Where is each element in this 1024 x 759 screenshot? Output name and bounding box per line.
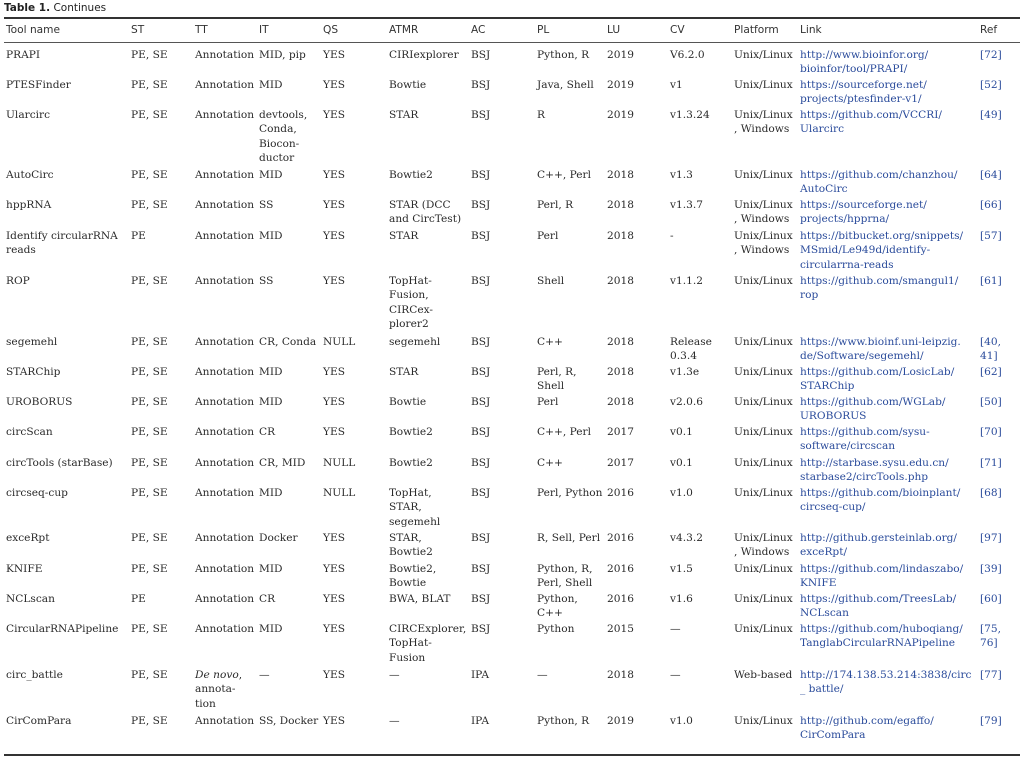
cell-tool-name: AutoCirc <box>6 168 54 181</box>
cell-cv: v1.6 <box>670 592 693 605</box>
cell-atmr: CIRCExplorer, TopHat-Fusion <box>389 622 467 664</box>
column-header-tool-name: Tool name <box>6 24 60 36</box>
cell-link[interactable]: http://174.138.53.214:3838/circ_ battle/ <box>800 668 972 695</box>
cell-it: SS, Docker <box>259 714 319 727</box>
cell-it: Docker <box>259 531 298 544</box>
cell-tt: Annotation <box>195 198 255 211</box>
cell-ref: [60] <box>980 592 1002 605</box>
cell-tool-name: PRAPI <box>6 48 41 61</box>
cell-link[interactable]: https://sourceforge.net/ projects/hpprna/ <box>800 198 927 225</box>
cell-pl: R, Sell, Perl <box>537 531 601 544</box>
cell-lu: 2019 <box>607 714 634 727</box>
table-row <box>4 485 1020 530</box>
cell-pl: Perl, Python <box>537 486 603 499</box>
cell-tool-name: circScan <box>6 425 53 438</box>
cell-platform: Unix/Linux <box>734 274 793 287</box>
cell-atmr: Bowtie <box>389 78 427 91</box>
cell-platform: Unix/Linux <box>734 592 793 605</box>
cell-link[interactable]: https://github.com/TreesLab/ NCLscan <box>800 592 957 619</box>
cell-lu: 2017 <box>607 456 634 469</box>
cell-it: MID <box>259 365 283 378</box>
cell-atmr: CIRIexplorer <box>389 48 459 61</box>
cell-lu: 2016 <box>607 486 634 499</box>
cell-st: PE, SE <box>131 668 168 681</box>
column-header-it: IT <box>259 24 269 36</box>
cell-atmr: — <box>389 714 400 727</box>
cell-tool-name: ROP <box>6 274 30 287</box>
cell-qs: YES <box>323 168 345 181</box>
cell-atmr: Bowtie2 <box>389 456 433 469</box>
cell-tt: Annotation <box>195 425 255 438</box>
cell-cv: v0.1 <box>670 425 693 438</box>
cell-link[interactable]: http://www.bioinfor.org/ bioinfor/tool/PRAPI/ <box>800 48 929 75</box>
cell-atmr: segemehl <box>389 335 441 348</box>
table-row <box>4 621 1020 667</box>
cell-st: PE, SE <box>131 456 168 469</box>
column-header-ref: Ref <box>980 24 998 36</box>
cell-link[interactable]: http://github.gersteinlab.org/ exceRpt/ <box>800 531 957 558</box>
cell-lu: 2018 <box>607 168 634 181</box>
cell-st: PE, SE <box>131 562 168 575</box>
cell-qs: NULL <box>323 456 356 469</box>
cell-it: CR, Conda <box>259 335 317 348</box>
cell-it: CR <box>259 592 276 605</box>
cell-link[interactable]: https://github.com/sysu-software/circscan <box>800 425 930 452</box>
cell-ref: [57] <box>980 229 1002 242</box>
cell-tt: Annotation <box>195 562 255 575</box>
cell-tool-name: NCLscan <box>6 592 55 605</box>
cell-cv: V6.2.0 <box>670 48 705 61</box>
table-row <box>4 107 1020 167</box>
italic-term: De novo <box>195 668 239 681</box>
cell-ac: IPA <box>471 668 489 681</box>
cell-pl: Python <box>537 622 575 635</box>
table-row <box>4 591 1020 621</box>
cell-platform: Unix/Linux <box>734 486 793 499</box>
cell-pl: C++, Perl <box>537 168 591 181</box>
cell-link[interactable]: https://bitbucket.org/snippets/ MSmid/Le949d/identify-circularrna-reads <box>800 229 964 271</box>
table-row <box>4 334 1020 364</box>
cell-tool-name: circTools (starBase) <box>6 456 113 469</box>
cell-tt: Annotation <box>195 456 255 469</box>
cell-link[interactable]: https://github.com/chanzhou/ AutoCirc <box>800 168 958 195</box>
cell-lu: 2018 <box>607 274 634 287</box>
cell-platform: Unix/Linux <box>734 395 793 408</box>
cell-ref: [62] <box>980 365 1002 378</box>
cell-tool-name: UROBORUS <box>6 395 73 408</box>
cell-cv: v1.3.7 <box>670 198 703 211</box>
column-header-tt: TT <box>195 24 208 36</box>
cell-cv: v1 <box>670 78 683 91</box>
cell-platform: Web-based <box>734 668 793 681</box>
cell-pl: C++, Perl <box>537 425 591 438</box>
cell-st: PE <box>131 229 146 242</box>
cell-tool-name: KNIFE <box>6 562 43 575</box>
table-row <box>4 273 1020 334</box>
cell-link[interactable]: https://github.com/smangul1/ rop <box>800 274 959 301</box>
cell-atmr: Bowtie2 <box>389 168 433 181</box>
cell-link[interactable]: https://github.com/bioinplant/ circseq-cup/ <box>800 486 961 513</box>
cell-st: PE, SE <box>131 48 168 61</box>
cell-ref: [97] <box>980 531 1002 544</box>
cell-ref: [64] <box>980 168 1002 181</box>
table-body <box>4 42 1020 747</box>
cell-it: MID, pip <box>259 48 306 61</box>
cell-ac: BSJ <box>471 622 491 635</box>
cell-it: MID <box>259 78 283 91</box>
cell-atmr: TopHat, STAR, segemehl <box>389 486 441 528</box>
cell-atmr: STAR <box>389 108 419 121</box>
cell-tool-name: circseq-cup <box>6 486 68 499</box>
cell-tool-name: CircularRNAPipeline <box>6 622 119 635</box>
cell-it: MID <box>259 229 283 242</box>
cell-pl: Java, Shell <box>537 78 594 91</box>
cell-link[interactable]: https://github.com/WGLab/ UROBORUS <box>800 395 946 422</box>
table-row <box>4 42 1020 77</box>
table-row <box>4 424 1020 455</box>
cell-link[interactable]: http://starbase.sysu.edu.cn/ starbase2/circTools.php <box>800 456 949 483</box>
cell-cv: v1.3e <box>670 365 700 378</box>
cell-tool-name: exceRpt <box>6 531 50 544</box>
cell-lu: 2018 <box>607 335 634 348</box>
cell-tt: Annotation <box>195 335 255 348</box>
cell-ref: [72] <box>980 48 1002 61</box>
column-header-lu: LU <box>607 24 621 36</box>
cell-atmr: STAR <box>389 229 419 242</box>
cell-pl: R <box>537 108 545 121</box>
cell-ac: BSJ <box>471 198 491 211</box>
cell-qs: YES <box>323 562 345 575</box>
cell-platform: Unix/Linux <box>734 714 793 727</box>
cell-lu: 2016 <box>607 592 634 605</box>
cell-qs: YES <box>323 229 345 242</box>
cell-tt: Annotation <box>195 592 255 605</box>
table-row <box>4 455 1020 485</box>
cell-link[interactable]: https://github.com/VCCRI/ Ularcirc <box>800 108 943 135</box>
cell-st: PE, SE <box>131 486 168 499</box>
top-rule <box>4 17 1020 19</box>
cell-platform: Unix/Linux <box>734 562 793 575</box>
cell-qs: YES <box>323 592 345 605</box>
cell-tt: Annotation <box>195 365 255 378</box>
table-row <box>4 228 1020 273</box>
cell-cv: v1.3.24 <box>670 108 710 121</box>
cell-tool-name: circ_battle <box>6 668 63 681</box>
cell-st: PE, SE <box>131 168 168 181</box>
cell-ac: BSJ <box>471 229 491 242</box>
cell-st: PE, SE <box>131 622 168 635</box>
cell-ref: [49] <box>980 108 1002 121</box>
cell-tool-name: PTESFinder <box>6 78 71 91</box>
cell-tool-name: Identify circularRNA reads <box>6 229 118 256</box>
cell-it: MID <box>259 622 283 635</box>
cell-tt: De novo, annota-tion <box>195 668 243 710</box>
cell-it: SS <box>259 274 274 287</box>
table-caption-text: Continues <box>53 2 107 14</box>
table-row <box>4 561 1020 591</box>
cell-qs: NULL <box>323 335 356 348</box>
cell-pl: — <box>537 668 548 681</box>
cell-platform: Unix/Linux <box>734 425 793 438</box>
cell-pl: C++ <box>537 456 563 469</box>
cell-ref: [71] <box>980 456 1002 469</box>
cell-lu: 2016 <box>607 562 634 575</box>
cell-ref: [75, 76] <box>980 622 1001 649</box>
cell-ac: BSJ <box>471 486 491 499</box>
cell-qs: YES <box>323 274 345 287</box>
table-caption-label: Table 1. <box>4 2 51 14</box>
cell-ac: BSJ <box>471 425 491 438</box>
cell-platform: Unix/Linux <box>734 168 793 181</box>
cell-lu: 2019 <box>607 78 634 91</box>
cell-tool-name: STARChip <box>6 365 61 378</box>
cell-platform: Unix/Linux <box>734 622 793 635</box>
cell-cv: - <box>670 229 674 242</box>
cell-atmr: BWA, BLAT <box>389 592 451 605</box>
cell-lu: 2018 <box>607 395 634 408</box>
cell-atmr: STAR (DCC and CircTest) <box>389 198 462 225</box>
cell-ac: BSJ <box>471 335 491 348</box>
cell-platform: Unix/Linux, Windows <box>734 198 793 225</box>
cell-platform: Unix/Linux, Windows <box>734 108 793 135</box>
cell-ref: [68] <box>980 486 1002 499</box>
column-header-link: Link <box>800 24 822 36</box>
cell-pl: Perl, R, Shell <box>537 365 577 392</box>
table-row <box>4 667 1020 713</box>
cell-platform: Unix/Linux, Windows <box>734 531 793 558</box>
cell-link[interactable]: https://github.com/huboqiang/ TanglabCircularRNAPipeline <box>800 622 963 649</box>
cell-qs: YES <box>323 714 345 727</box>
cell-atmr: STAR <box>389 365 419 378</box>
cell-tt: Annotation <box>195 486 255 499</box>
cell-ac: BSJ <box>471 395 491 408</box>
cell-qs: YES <box>323 365 345 378</box>
cell-tool-name: hppRNA <box>6 198 52 211</box>
cell-lu: 2015 <box>607 622 634 635</box>
cell-ac: BSJ <box>471 592 491 605</box>
cell-ac: BSJ <box>471 562 491 575</box>
cell-pl: Python, R <box>537 714 590 727</box>
cell-ac: BSJ <box>471 365 491 378</box>
cell-cv: — <box>670 622 681 635</box>
cell-atmr: TopHat-Fusion, CIRCex-plorer2 <box>389 274 434 330</box>
cell-ac: BSJ <box>471 274 491 287</box>
cell-ac: IPA <box>471 714 489 727</box>
table-row <box>4 530 1020 561</box>
cell-cv: v1.3 <box>670 168 693 181</box>
cell-cv: v1.0 <box>670 486 693 499</box>
cell-st: PE, SE <box>131 425 168 438</box>
cell-ref: [39] <box>980 562 1002 575</box>
table-row <box>4 167 1020 197</box>
cell-ac: BSJ <box>471 168 491 181</box>
cell-tt: Annotation <box>195 78 255 91</box>
cell-ref: [77] <box>980 668 1002 681</box>
cell-cv: v1.1.2 <box>670 274 703 287</box>
cell-link[interactable]: https://sourceforge.net/ projects/ptesfinder-v1/ <box>800 78 927 105</box>
table-header-row <box>4 20 1020 42</box>
cell-pl: C++ <box>537 335 563 348</box>
cell-ref: [50] <box>980 395 1002 408</box>
cell-st: PE, SE <box>131 108 168 121</box>
cell-st: PE, SE <box>131 198 168 211</box>
cell-qs: YES <box>323 198 345 211</box>
table-row <box>4 77 1020 107</box>
column-header-ac: AC <box>471 24 486 36</box>
cell-st: PE, SE <box>131 78 168 91</box>
column-header-pl: PL <box>537 24 550 36</box>
cell-pl: Python, R <box>537 48 590 61</box>
cell-ref: [66] <box>980 198 1002 211</box>
cell-pl: Python, C++ <box>537 592 578 619</box>
cell-tt: Annotation <box>195 48 255 61</box>
cell-st: PE, SE <box>131 395 168 408</box>
cell-platform: Unix/Linux <box>734 365 793 378</box>
cell-it: CR <box>259 425 276 438</box>
cell-ref: [40, 41] <box>980 335 1001 362</box>
cell-tt: Annotation <box>195 229 255 242</box>
cell-lu: 2016 <box>607 531 634 544</box>
cell-cv: Release 0.3.4 <box>670 335 712 362</box>
cell-st: PE, SE <box>131 531 168 544</box>
column-header-platform: Platform <box>734 24 779 36</box>
cell-ref: [52] <box>980 78 1002 91</box>
cell-ac: BSJ <box>471 48 491 61</box>
cell-atmr: Bowtie2, Bowtie <box>389 562 437 589</box>
cell-ref: [61] <box>980 274 1002 287</box>
cell-it: devtools, Conda, Biocon-ductor <box>259 108 308 164</box>
cell-it: SS <box>259 198 274 211</box>
cell-qs: YES <box>323 425 345 438</box>
cell-link[interactable]: http://github.com/egaffo/ CirComPara <box>800 714 934 741</box>
cell-qs: YES <box>323 622 345 635</box>
cell-tool-name: segemehl <box>6 335 58 348</box>
cell-tt: Annotation <box>195 274 255 287</box>
cell-lu: 2017 <box>607 425 634 438</box>
cell-it: MID <box>259 486 283 499</box>
cell-lu: 2018 <box>607 365 634 378</box>
cell-platform: Unix/Linux <box>734 335 793 348</box>
cell-link[interactable]: https://www.bioinf.uni-leipzig. de/Software/segemehl/ <box>800 335 961 362</box>
cell-ac: BSJ <box>471 78 491 91</box>
column-header-atmr: ATMR <box>389 24 419 36</box>
cell-pl: Perl <box>537 395 559 408</box>
column-header-st: ST <box>131 24 145 36</box>
cell-pl: Perl <box>537 229 559 242</box>
column-header-qs: QS <box>323 24 339 36</box>
cell-qs: YES <box>323 395 345 408</box>
cell-tt: Annotation <box>195 168 255 181</box>
tools-table <box>4 20 1020 747</box>
cell-tt: Annotation <box>195 531 255 544</box>
cell-cv: v1.5 <box>670 562 693 575</box>
cell-atmr: Bowtie <box>389 395 427 408</box>
cell-tt: Annotation <box>195 622 255 635</box>
cell-ac: BSJ <box>471 456 491 469</box>
cell-qs: YES <box>323 531 345 544</box>
cell-ac: BSJ <box>471 531 491 544</box>
cell-ref: [79] <box>980 714 1002 727</box>
cell-tool-name: CirComPara <box>6 714 72 727</box>
table-caption <box>4 2 106 14</box>
cell-lu: 2018 <box>607 668 634 681</box>
cell-link[interactable]: https://github.com/lindaszabo/ KNIFE <box>800 562 964 589</box>
cell-cv: v0.1 <box>670 456 693 469</box>
cell-it: MID <box>259 395 283 408</box>
cell-lu: 2019 <box>607 108 634 121</box>
cell-cv: v1.0 <box>670 714 693 727</box>
cell-tt: Annotation <box>195 395 255 408</box>
cell-platform: Unix/Linux, Windows <box>734 229 793 256</box>
cell-tool-name: Ularcirc <box>6 108 51 121</box>
cell-link[interactable]: https://github.com/LosicLab/ STARChip <box>800 365 955 392</box>
cell-pl: Shell <box>537 274 565 287</box>
cell-it: — <box>259 668 270 681</box>
cell-cv: v4.3.2 <box>670 531 703 544</box>
cell-tt: Annotation <box>195 714 255 727</box>
cell-it: MID <box>259 168 283 181</box>
cell-atmr: STAR, Bowtie2 <box>389 531 433 558</box>
cell-platform: Unix/Linux <box>734 48 793 61</box>
cell-st: PE, SE <box>131 274 168 287</box>
cell-cv: v2.0.6 <box>670 395 703 408</box>
cell-platform: Unix/Linux <box>734 78 793 91</box>
cell-st: PE, SE <box>131 714 168 727</box>
cell-lu: 2018 <box>607 198 634 211</box>
cell-atmr: Bowtie2 <box>389 425 433 438</box>
cell-ac: BSJ <box>471 108 491 121</box>
cell-pl: Python, R, Perl, Shell <box>537 562 593 589</box>
cell-qs: NULL <box>323 486 356 499</box>
cell-qs: YES <box>323 78 345 91</box>
cell-lu: 2018 <box>607 229 634 242</box>
cell-cv: — <box>670 668 681 681</box>
cell-it: MID <box>259 562 283 575</box>
column-header-cv: CV <box>670 24 685 36</box>
cell-lu: 2019 <box>607 48 634 61</box>
bottom-rule <box>4 754 1020 756</box>
cell-st: PE, SE <box>131 335 168 348</box>
cell-pl: Perl, R <box>537 198 574 211</box>
cell-qs: YES <box>323 668 345 681</box>
cell-it: CR, MID <box>259 456 306 469</box>
cell-ref: [70] <box>980 425 1002 438</box>
cell-st: PE <box>131 592 146 605</box>
table-row <box>4 364 1020 394</box>
cell-qs: YES <box>323 48 345 61</box>
cell-atmr: — <box>389 668 400 681</box>
cell-st: PE, SE <box>131 365 168 378</box>
table-row <box>4 197 1020 228</box>
table-row <box>4 394 1020 424</box>
cell-platform: Unix/Linux <box>734 456 793 469</box>
cell-tt: Annotation <box>195 108 255 121</box>
table-row <box>4 713 1020 747</box>
cell-qs: YES <box>323 108 345 121</box>
